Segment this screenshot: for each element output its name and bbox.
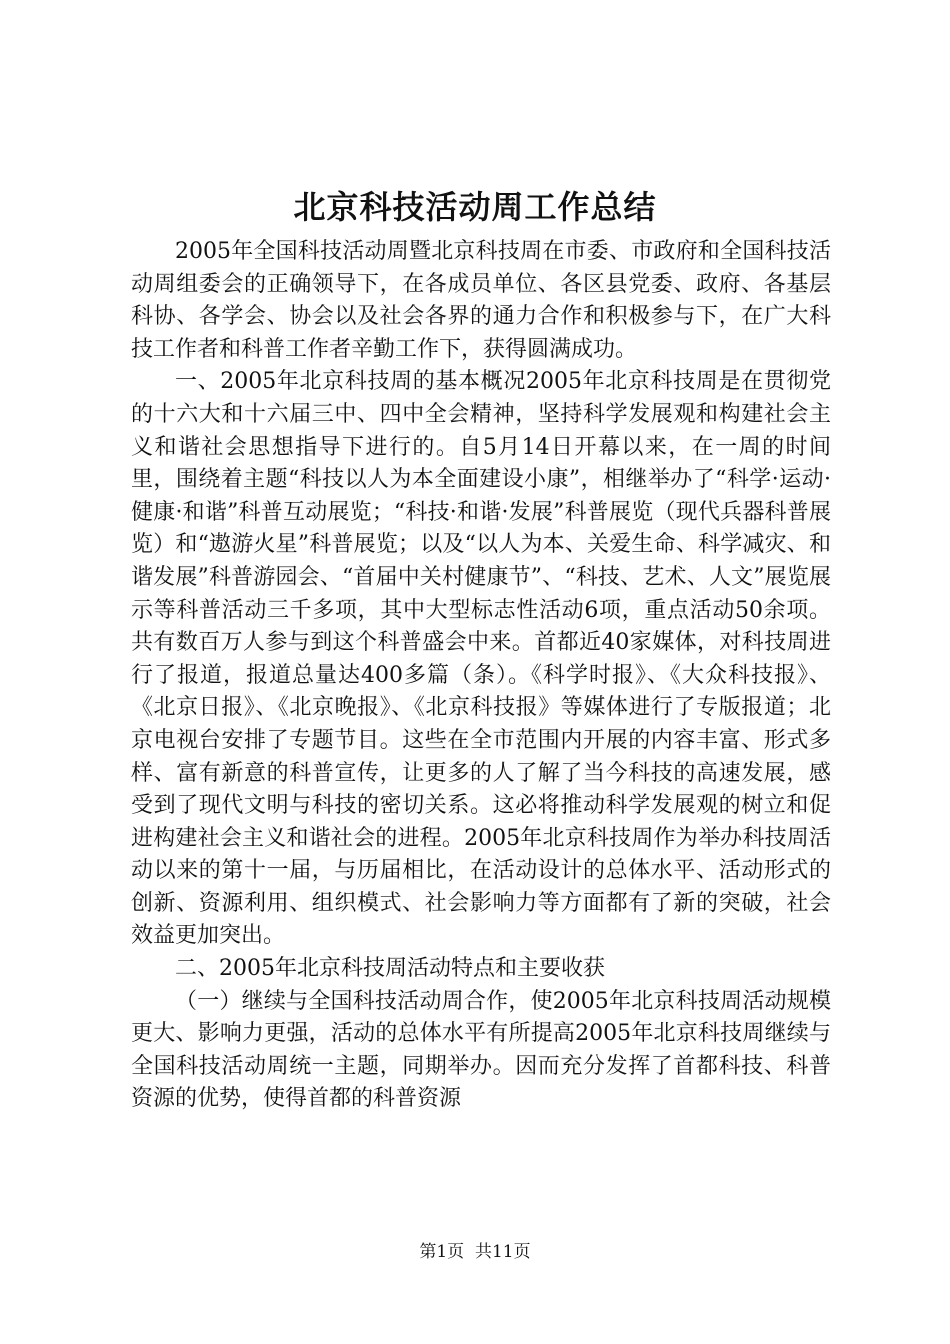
document-body [131, 236, 831, 1116]
document-title: 北京科技活动周工作总结 [293, 188, 657, 226]
page-footer [0, 1240, 950, 1264]
paragraph-section-2-1: （一）继续与全国科技活动周合作，使2005年北京科技周活动规模更大、影响力更强，活动的总体水平有所提高2005年北京科技周继续与全国科技活动周统一主题，同期举办。因而充分发挥了首都科技、科普资源的优势，使得首都的科普资源 [131, 988, 831, 1112]
page-number: 第1页 共11页 [419, 1242, 531, 1262]
paragraph-intro: 2005年全国科技活动周暨北京科技周在市委、市政府和全国科技活动周组委会的正确领导下，在各成员单位、各区县党委、政府、各基层科协、各学会、协会以及社会各界的通力合作和积极参与下，在广大科技工作者和科普工作者辛勤工作下，获得圆满成功。 [131, 239, 831, 362]
paragraph-section-1: 一、2005年北京科技周的基本概况2005年北京科技周是在贯彻党的十六大和十六届三中、四中全会精神，坚持科学发展观和构建社会主义和谐社会思想指导下进行的。自5月14日开幕以来，在一周的时间里，围绕着主题“科技以人为本全面建设小康”，相继举办了“科学·运动·健康·和谐”科普互动展览；“科技·和谐·发展”科普展览（现代兵器科普展览）和“遨游火星”科普展览；以及“以人为本、关爱生命、科学减灾、和谐发展”科普游园会、“首届中关村健康节”、“科技、艺术、人文”展览展示等科普活动三千多项，其中大型标志性活动6项，重点活动50余项。共有数百万人参与到这个科普盛会中来。首都近40家媒体，对科技周进行了报道，报道总量达400多篇（条）。《科学时报》、《大众科技报》、《北京日报》、《北京晚报》、《北京科技报》等媒体进行了专版报道；北京电视台安排了专题节目。这些在全市范围内开展的内容丰富、形式多样、富有新意的科普宣传，让更多的人了解了当今科技的高速发展，感受到了现代文明与科技的密切关系。这必将推动科学发展观的树立和促进构建社会主义和谐社会的进程。2005年北京科技周作为举办科技周活动以来的第十一届，与历届相比，在活动设计的总体水平、活动形式的创新、资源利用、组织模式、社会影响力等方面都有了新的突破，社会效益更加突出。 [131, 369, 831, 949]
paragraph-section-2-heading: 二、2005年北京科技周活动特点和主要收获 [175, 956, 605, 982]
